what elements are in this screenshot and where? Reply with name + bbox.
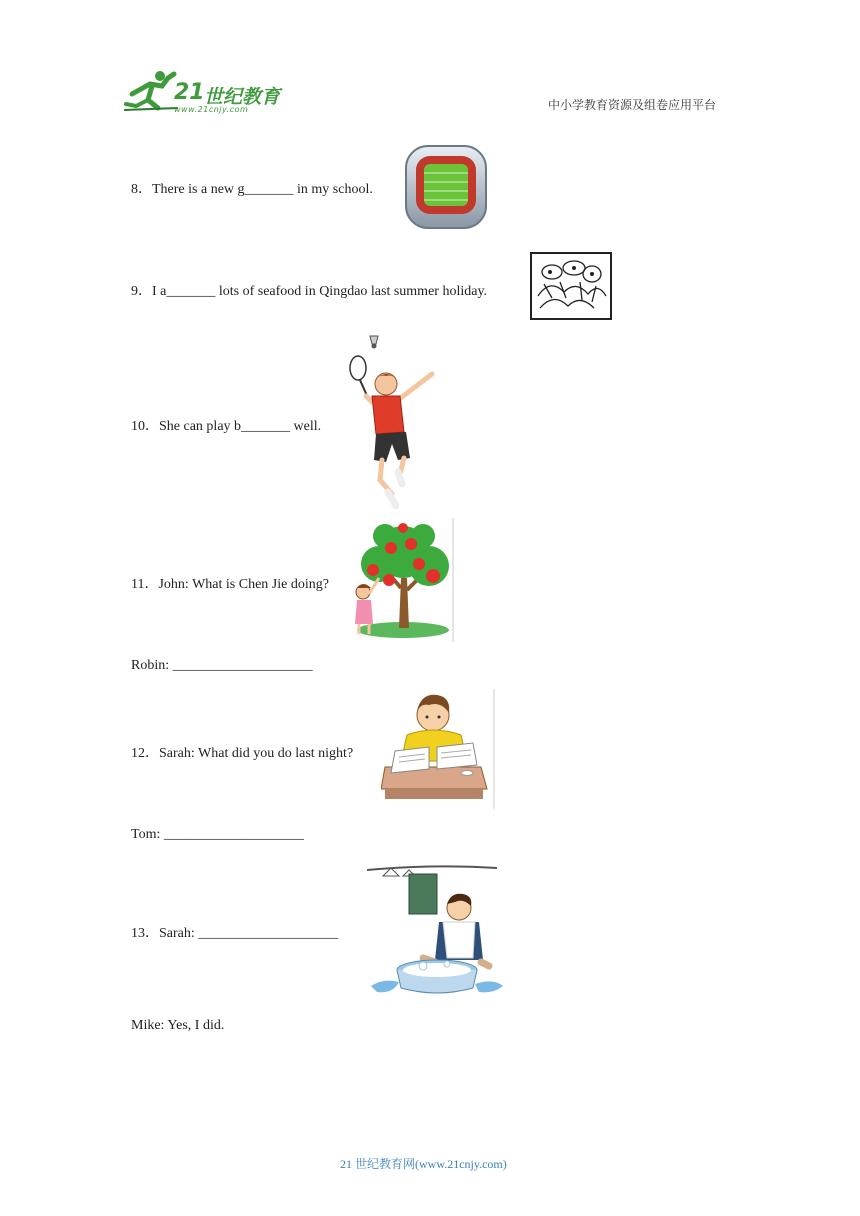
badminton-player-picture [342,334,442,512]
question-text: There is a new g_______ in my school. [152,182,373,197]
question-number: 10． [131,419,159,434]
header-tagline: 中小学教育资源及组卷应用平台 [548,98,717,112]
stadium-picture [402,140,490,234]
question-number: 12． [131,746,159,761]
answer-11: Robin: ____________________ [131,658,313,673]
question-10 [131,415,321,435]
question-number: 11． [131,577,159,592]
boy-washing-clothes-picture [363,862,505,998]
logo-number: 21 [174,80,205,105]
logo-url: www.21cnjy.com [174,105,249,114]
question-text: John: What is Chen Jie doing? [158,577,329,592]
question-number: 9． [131,284,152,299]
apple-picking-picture [349,518,455,642]
answer-12: Tom: ____________________ [131,827,304,842]
answer-13: Mike: Yes, I did. [131,1018,225,1033]
site-logo [122,68,292,118]
question-text: Sarah: ____________________ [159,926,339,941]
question-text: She can play b_______ well. [159,419,322,434]
question-13 [131,922,338,942]
question-9 [131,280,487,300]
page-footer: 21 世纪教育网(www.21cnjy.com) [340,1157,507,1171]
runner-logo-icon [122,68,182,114]
question-number: 13． [131,926,159,941]
question-11 [131,573,329,593]
seafood-picture [530,252,612,320]
question-text: I a_______ lots of seafood in Qingdao last summer holiday. [152,284,488,299]
question-number: 8． [131,182,152,197]
question-8 [131,178,373,198]
question-12 [131,742,353,762]
logo-title: 世纪教育 [204,86,281,108]
question-text: Sarah: What did you do last night? [159,746,354,761]
boy-reading-picture [381,689,497,809]
